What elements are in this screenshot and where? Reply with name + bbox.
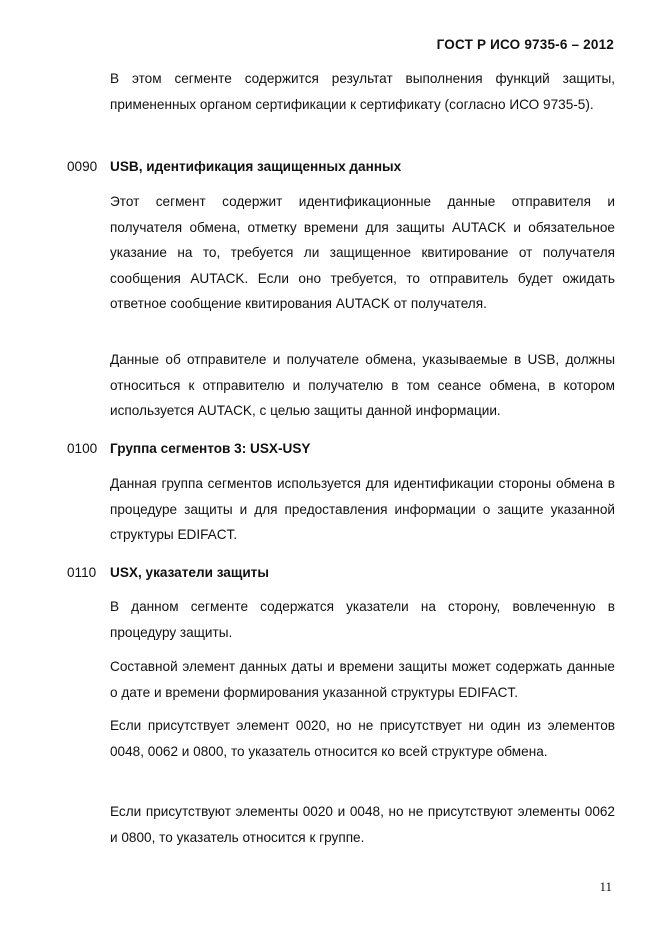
paragraph: Составной элемент данных даты и времени защиты может содержать данные о дате и времени формирования указанной структуры EDIFACT. xyxy=(110,659,615,700)
section-title: Группа сегментов 3: USX-USY xyxy=(110,441,311,456)
section-title: USB, идентификация защищенных данных xyxy=(110,159,402,174)
paragraph: В данном сегменте содержатся указатели на сторону, вовлеченную в процедуру защиты. xyxy=(110,599,615,640)
section-title: USX, указатели защиты xyxy=(110,565,269,580)
paragraph: Данная группа сегментов используется для идентификации стороны обмена в процедуре защиты и для предоставления информации о защите указанной структуры EDIFACT. xyxy=(110,476,615,542)
paragraph: Данные об отправителе и получателе обмена, указываемые в USB, должны относиться к отправителю и получателю в том сеансе обмена, в котором используется AUTACK, с целью защиты данной информации. xyxy=(110,352,615,418)
paragraph: Если присутствуют элементы 0020 и 0048, но не присутствуют элементы 0062 и 0800, то указатель относится к группе. xyxy=(110,804,615,845)
page-number: 11 xyxy=(599,879,612,894)
intro-paragraph: В этом сегменте содержится результат выполнения функций защиты, примененных органом сертификации к сертификату (согласно ИСО 9735-5). xyxy=(110,71,615,112)
section-heading-0110 xyxy=(67,563,269,583)
document-header: ГОСТ Р ИСО 9735-6 – 2012 xyxy=(436,37,614,52)
section-number: 0110 xyxy=(67,565,97,580)
section-number: 0100 xyxy=(67,441,98,456)
section-heading-0090 xyxy=(67,157,401,177)
paragraph: Если присутствует элемент 0020, но не присутствует ни один из элементов 0048, 0062 и 0800, то указатель относится ко всей структуре обмена. xyxy=(110,718,615,759)
section-heading-0100 xyxy=(67,439,310,459)
section-number: 0090 xyxy=(67,159,98,174)
paragraph: Этот сегмент содержит идентификационные данные отправителя и получателя обмена, отметку времени для защиты AUTACK и обязательное указание на то, требуется ли защищенное квитирование от получателя сообщения AUTACK. Если оно требуется, то отправитель будет ожидать ответное сообщение квитирования AUTACK от получателя. xyxy=(110,194,615,311)
